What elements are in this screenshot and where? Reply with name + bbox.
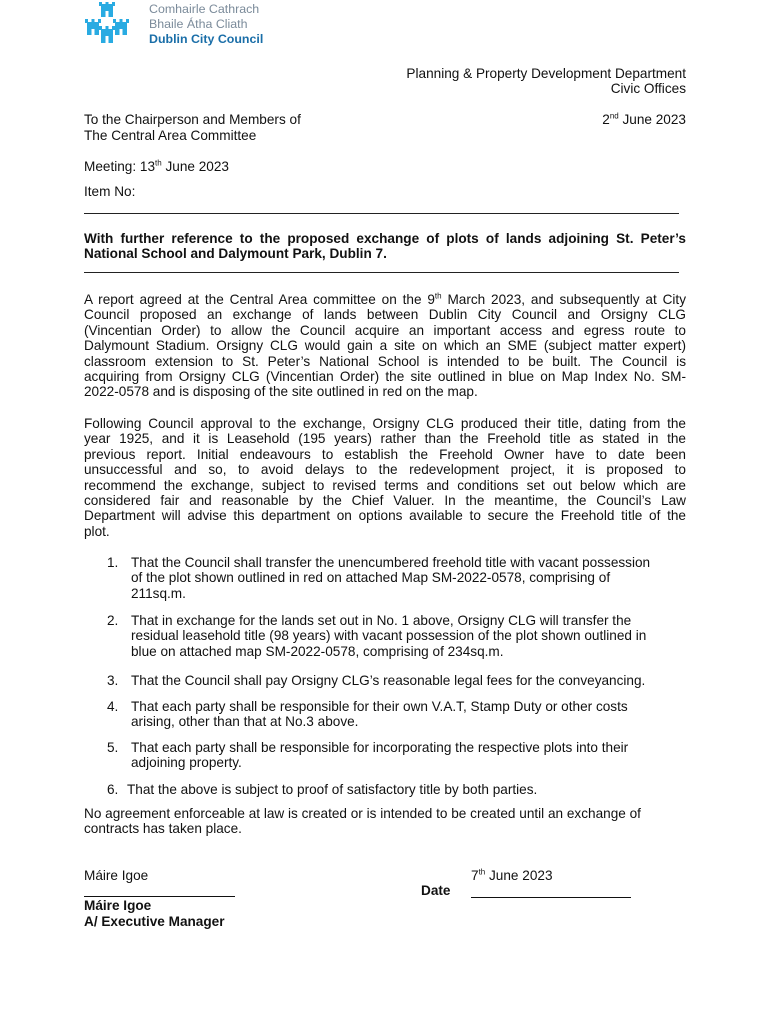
- logo-text-english: Dublin City Council: [149, 32, 264, 46]
- list-item-line: arising, other than that at No.3 above.: [131, 714, 359, 730]
- paragraph-line: Council proposed an exchange of lands between Dublin City Council and Orsigny CLG: [84, 307, 686, 323]
- list-item-line: 211sq.m.: [131, 585, 186, 601]
- list-item-number: 6.: [107, 782, 119, 797]
- signature-line: [84, 896, 235, 897]
- list-item-line: adjoining property.: [131, 755, 242, 771]
- list-item: [107, 782, 687, 798]
- castle-icon: [84, 2, 130, 46]
- list-item-line: That each party shall be responsible for their own V.A.T, Stamp Duty or other costs: [131, 699, 628, 714]
- paragraph-line: (Vincentian Order) to allow the Council acquire an important access and egress route to: [84, 322, 686, 338]
- paragraph-line: Department will advise this department on options available to secure the Freehold title of the: [84, 508, 686, 524]
- list-item-number: 1.: [107, 555, 119, 570]
- report-title: [84, 231, 686, 262]
- letter-date: 2nd June 2023: [602, 111, 686, 127]
- list-item: [107, 740, 687, 772]
- list-item-line: residual leasehold title (98 years) with vacant possession of the plot shown outlined in: [131, 628, 647, 644]
- paragraph-line: year 1925, and it is Leasehold (195 years) rather than the Freehold title as stated in the: [84, 431, 686, 447]
- list-item-number: 2.: [107, 613, 119, 628]
- paragraph-2: [84, 416, 686, 539]
- paragraph-line: plot.: [84, 523, 110, 539]
- signatory-role: A/ Executive Manager: [84, 914, 225, 929]
- item-number: Item No:: [84, 184, 136, 199]
- paragraph-line: No agreement enforceable at law is created or is intended to be created until an exchange of: [84, 806, 641, 821]
- list-item-line: That the Council shall transfer the unencumbered freehold title with vacant possession: [131, 555, 651, 570]
- logo-text-irish-2: Bhaile Átha Cliath: [149, 17, 248, 31]
- signatory-name: Máire Igoe: [84, 898, 152, 913]
- office-name: Civic Offices: [610, 81, 686, 96]
- paragraph-line: unsuccessful and so, to avoid delays to the redevelopment project, it is proposed to: [84, 462, 686, 478]
- dublin-city-council-logo: [80, 2, 280, 48]
- list-item: [107, 699, 687, 731]
- paragraph-line: recommend the exchange, subject to revised terms and conditions set out below which are: [84, 477, 686, 493]
- paragraph-line: Dalymount Stadium. Orsigny CLG would gain a site on which an SME (subject matter expert): [84, 338, 686, 354]
- paragraph-line: considered fair and reasonable by the Chief Valuer. In the meantime, the Council’s Law: [84, 493, 686, 509]
- paragraph-line: contracts has taken place.: [84, 821, 242, 837]
- paragraph-line: Following Council approval to the exchange, Orsigny CLG produced their title, dating from the: [84, 416, 686, 431]
- divider: [84, 272, 679, 273]
- divider: [84, 213, 679, 214]
- signature: Máire Igoe: [84, 868, 149, 883]
- report-title-line-1: With further reference to the proposed exchange of plots of lands adjoining St. Peter’s: [84, 231, 686, 246]
- list-item-line: That the above is subject to proof of satisfactory title by both parties.: [127, 782, 538, 797]
- list-item-line: That each party shall be responsible for incorporating the respective plots into their: [131, 740, 629, 755]
- list-item-line: blue on attached map SM-2022-0578, comprising of 234sq.m.: [131, 643, 504, 659]
- list-item-line: That in exchange for the lands set out in No. 1 above, Orsigny CLG will transfer the: [131, 613, 632, 628]
- paragraph-line: classroom extension to St. Peter’s National School is intended to be built. The Council is: [84, 353, 686, 369]
- signature-date: 7th June 2023: [471, 867, 553, 883]
- paragraph-line: A report agreed at the Central Area committee on the 9th March 2023, and subsequently at City: [84, 291, 686, 307]
- meeting-date: Meeting: 13th June 2023: [84, 158, 229, 174]
- list-item: [107, 613, 687, 661]
- list-item-number: 3.: [107, 673, 119, 688]
- list-item-number: 4.: [107, 699, 119, 714]
- paragraph-1: [84, 292, 686, 400]
- list-item-line: of the plot shown outlined in red on attached Map SM-2022-0578, comprising of: [131, 570, 611, 586]
- report-title-line-2: National School and Dalymount Park, Dublin 7.: [84, 246, 387, 262]
- list-item: [107, 555, 687, 603]
- list-item: [107, 673, 687, 689]
- paragraph-line: 2022-0578 and is disposing of the site outlined in red on the map.: [84, 384, 478, 400]
- department-name: Planning & Property Development Department: [406, 66, 686, 81]
- logo-text-irish-1: Comhairle Cathrach: [149, 2, 260, 16]
- paragraph-line: previous report. Initial endeavours to establish the Freehold Owner have to date been: [84, 446, 686, 462]
- addressee-line-2: The Central Area Committee: [84, 128, 257, 143]
- paragraph-line: acquiring from Orsigny CLG (Vincentian Order) the site outlined in blue on Map Index No. SM-: [84, 369, 686, 385]
- list-item-number: 5.: [107, 740, 119, 755]
- addressee-line-1: To the Chairperson and Members of: [84, 112, 301, 127]
- date-label: Date: [421, 883, 451, 898]
- date-line: [471, 897, 631, 898]
- closing-paragraph: [84, 806, 686, 837]
- list-item-line: That the Council shall pay Orsigny CLG’s reasonable legal fees for the conveyancing.: [131, 673, 646, 688]
